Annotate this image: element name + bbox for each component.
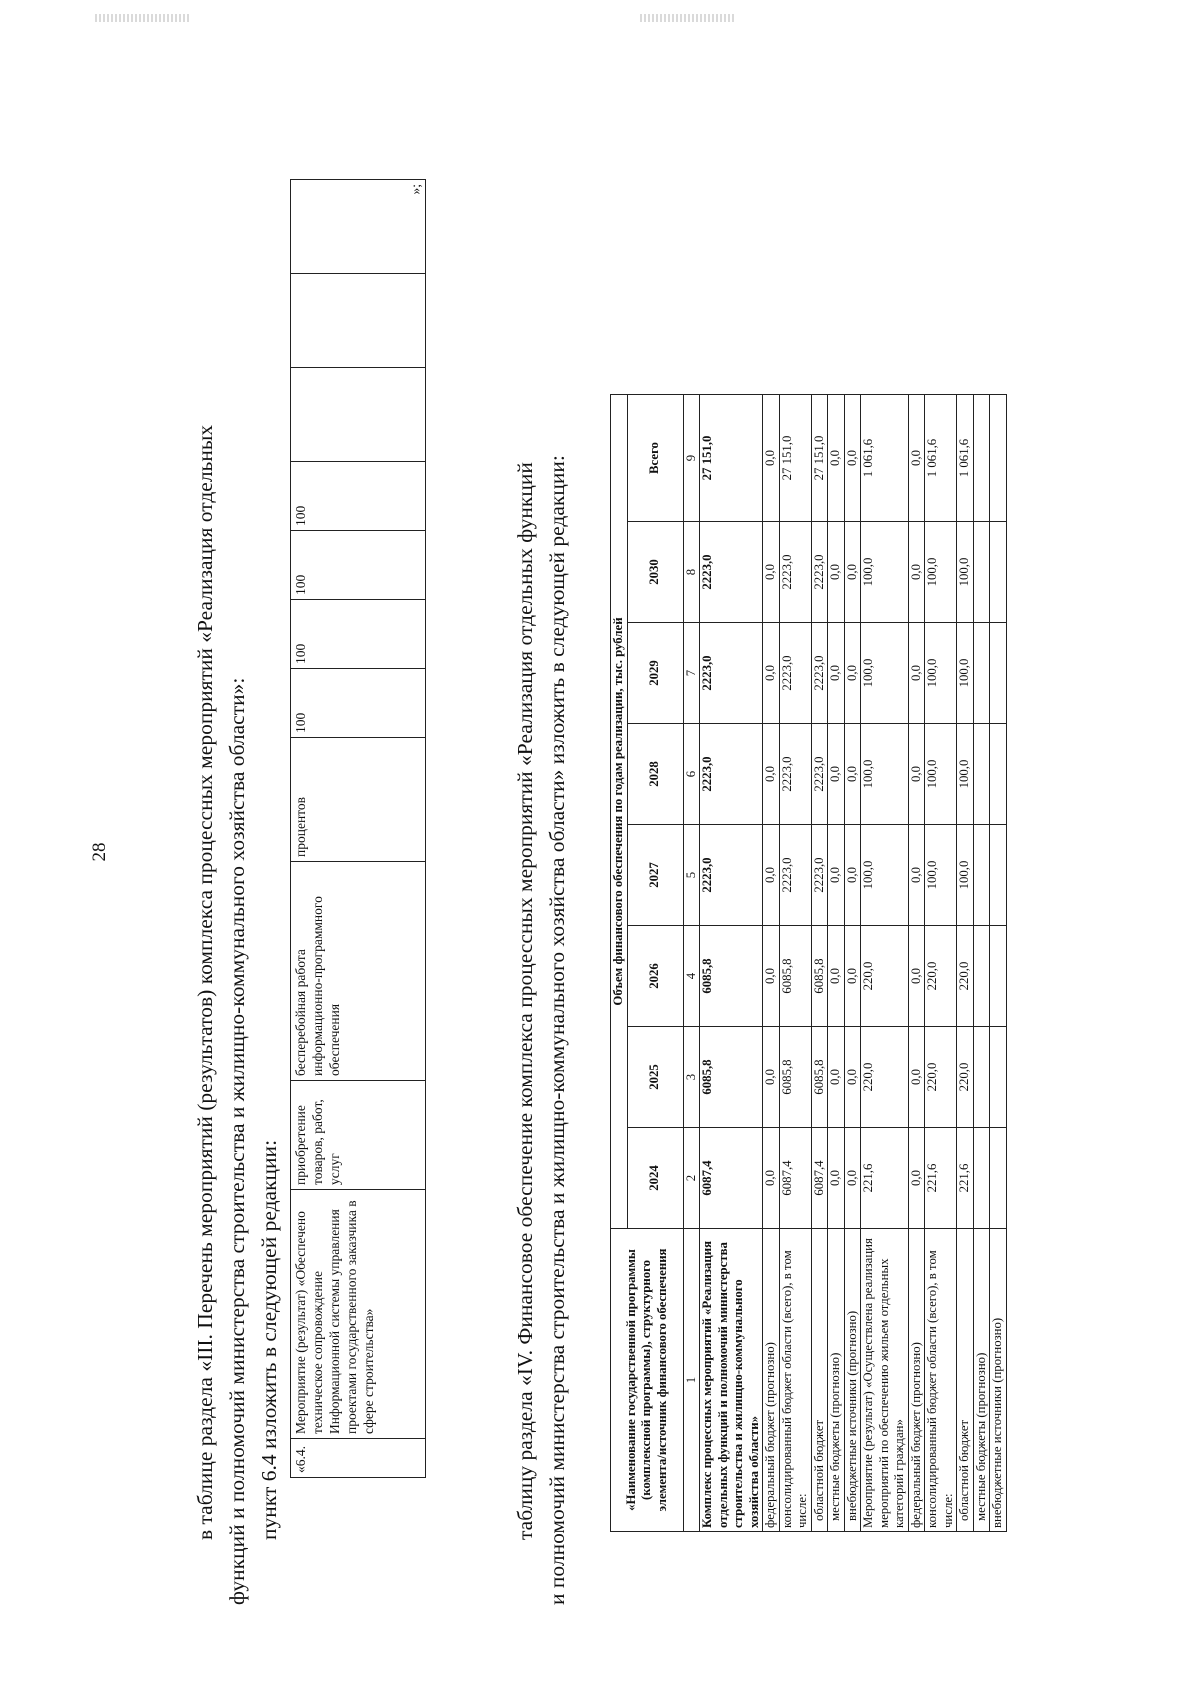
- table-item-6-4: [290, 179, 426, 1478]
- col-number: 4: [683, 926, 700, 1027]
- row-value: 100,0: [957, 522, 974, 623]
- row-value: 100,0: [957, 724, 974, 825]
- table-row: [908, 395, 925, 1532]
- row-value: 0,0: [844, 522, 861, 623]
- row-value: 0,0: [828, 1027, 845, 1128]
- row-value: 221,6: [957, 1128, 974, 1229]
- row-value: 100,0: [925, 825, 957, 926]
- closing-quote: »;: [291, 180, 426, 274]
- row-value: 100,0: [861, 724, 909, 825]
- row-value: 100,0: [925, 623, 957, 724]
- col-number: 3: [683, 1027, 700, 1128]
- row-value: [990, 825, 1007, 926]
- item-characteristic: бесперебойная работа информационно-программного обеспечения: [291, 862, 426, 1081]
- row-value: 220,0: [957, 926, 974, 1027]
- table-header-row: [611, 395, 628, 1532]
- row-value: 0,0: [763, 1027, 780, 1128]
- row-value: 2223,0: [779, 724, 811, 825]
- row-value: [973, 724, 990, 825]
- table-row: [973, 395, 990, 1532]
- row-value: 0,0: [844, 825, 861, 926]
- row-value: 0,0: [908, 926, 925, 1027]
- row-label: Комплекс процессных мероприятий «Реализация отдельных функций и полномочий министерства строительства и жилищно-коммунального хозяйства области»: [700, 1229, 763, 1532]
- row-label: местные бюджеты (прогнозно): [828, 1229, 845, 1532]
- item-type: приобретение товаров, работ, услуг: [291, 1081, 426, 1190]
- table-row: [925, 395, 957, 1532]
- row-value: 1 061,6: [957, 395, 974, 522]
- row-value: 220,0: [925, 1027, 957, 1128]
- row-value: [990, 926, 1007, 1027]
- row-value: 6087,4: [779, 1128, 811, 1229]
- row-value: 0,0: [908, 395, 925, 522]
- row-label: федеральный бюджет (прогнозно): [908, 1229, 925, 1532]
- para2-line2: и полномочий министерства строительства и жилищно-коммунального хозяйства области» изложить в следующей редакции:: [545, 455, 569, 1605]
- table-row: [957, 395, 974, 1532]
- row-value: 6085,8: [700, 1027, 763, 1128]
- row-value: 27 151,0: [811, 395, 828, 522]
- row-label: местные бюджеты (прогнозно): [973, 1229, 990, 1532]
- row-value: 6085,8: [811, 926, 828, 1027]
- row-value: [990, 522, 1007, 623]
- row-value: 100,0: [861, 825, 909, 926]
- row-value: 0,0: [828, 623, 845, 724]
- row-value: 100,0: [957, 623, 974, 724]
- table-row: [861, 395, 909, 1532]
- row-value: [973, 926, 990, 1027]
- row-value: 0,0: [908, 522, 925, 623]
- empty-cell: [291, 274, 426, 368]
- item-value: 100: [291, 600, 426, 669]
- header-year: 2028: [627, 724, 683, 825]
- header-year: 2029: [627, 623, 683, 724]
- col-number: 1: [683, 1229, 700, 1532]
- table-row: [779, 395, 811, 1532]
- row-value: 220,0: [957, 1027, 974, 1128]
- row-label: Мероприятие (результат) «Осуществлена реализация мероприятий по обеспечению жильем отдельных категорий граждан»: [861, 1229, 909, 1532]
- row-value: 220,0: [861, 1027, 909, 1128]
- row-value: 0,0: [828, 1128, 845, 1229]
- row-value: 0,0: [908, 623, 925, 724]
- row-value: 2223,0: [811, 522, 828, 623]
- item-value: 100: [291, 462, 426, 531]
- row-label: внебюджетные источники (прогнозно): [844, 1229, 861, 1532]
- row-value: 2223,0: [779, 825, 811, 926]
- row-value: 0,0: [828, 825, 845, 926]
- table-row: [811, 395, 828, 1532]
- row-value: 27 151,0: [779, 395, 811, 522]
- row-value: [990, 623, 1007, 724]
- row-value: [973, 825, 990, 926]
- row-value: 0,0: [908, 1027, 925, 1128]
- row-value: 1 061,6: [925, 395, 957, 522]
- row-value: 0,0: [828, 724, 845, 825]
- item-number: «6.4.: [291, 1439, 426, 1478]
- row-value: 100,0: [957, 825, 974, 926]
- row-value: 1 061,6: [861, 395, 909, 522]
- row-value: 0,0: [844, 623, 861, 724]
- row-value: 2223,0: [700, 522, 763, 623]
- row-label: областной бюджет: [811, 1229, 828, 1532]
- row-value: 2223,0: [779, 522, 811, 623]
- scan-artifact: [95, 14, 190, 22]
- row-value: 100,0: [861, 623, 909, 724]
- row-value: 6085,8: [811, 1027, 828, 1128]
- row-value: 0,0: [763, 623, 780, 724]
- row-value: 221,6: [861, 1128, 909, 1229]
- row-value: [973, 1027, 990, 1128]
- col-number: 5: [683, 825, 700, 926]
- row-value: 0,0: [828, 395, 845, 522]
- row-value: 0,0: [763, 1128, 780, 1229]
- header-year: 2030: [627, 522, 683, 623]
- row-value: 0,0: [828, 522, 845, 623]
- header-name: «Наименование государственной программы (комплексной программы), структурного элемента/источник финансового обеспечения: [611, 1229, 684, 1532]
- rotated-content: [85, 130, 1125, 1690]
- row-value: 0,0: [908, 825, 925, 926]
- row-value: 0,0: [908, 1128, 925, 1229]
- row-value: 0,0: [844, 395, 861, 522]
- row-value: 220,0: [925, 926, 957, 1027]
- row-value: [973, 522, 990, 623]
- row-value: 2223,0: [700, 623, 763, 724]
- row-label: областной бюджет: [957, 1229, 974, 1532]
- header-year: 2025: [627, 1027, 683, 1128]
- row-value: 2223,0: [700, 825, 763, 926]
- item-value: 100: [291, 531, 426, 600]
- row-label: федеральный бюджет (прогнозно): [763, 1229, 780, 1532]
- row-value: 0,0: [828, 926, 845, 1027]
- row-value: 2223,0: [811, 825, 828, 926]
- row-label: консолидированный бюджет области (всего), в том числе:: [925, 1229, 957, 1532]
- row-value: 221,6: [925, 1128, 957, 1229]
- item-unit: процентов: [291, 738, 426, 862]
- scan-artifact: [640, 14, 735, 22]
- row-label: консолидированный бюджет области (всего), в том числе:: [779, 1229, 811, 1532]
- row-value: 100,0: [925, 724, 957, 825]
- row-value: 0,0: [908, 724, 925, 825]
- row-value: 2223,0: [700, 724, 763, 825]
- row-label: внебюджетные источники (прогнозно): [990, 1229, 1007, 1532]
- row-value: 100,0: [861, 522, 909, 623]
- row-value: 220,0: [861, 926, 909, 1027]
- para1-line1: в таблице раздела «III. Перечень мероприятий (результатов) комплекса процессных мероприятий «Реализация отдельных: [193, 424, 217, 1540]
- col-number: 8: [683, 522, 700, 623]
- col-number: 7: [683, 623, 700, 724]
- row-value: 0,0: [844, 1027, 861, 1128]
- row-value: [990, 395, 1007, 522]
- page-number: 28: [89, 842, 110, 862]
- financing-table-body: [700, 395, 1007, 1532]
- row-value: 0,0: [763, 724, 780, 825]
- table-row: [291, 180, 426, 1478]
- row-value: 0,0: [763, 825, 780, 926]
- col-number: 9: [683, 395, 700, 522]
- empty-cell: [291, 368, 426, 462]
- row-value: 2223,0: [811, 623, 828, 724]
- row-value: 0,0: [763, 522, 780, 623]
- row-value: [973, 1128, 990, 1229]
- header-year: 2026: [627, 926, 683, 1027]
- table-row: [990, 395, 1007, 1532]
- row-value: 6087,4: [700, 1128, 763, 1229]
- header-total: Всего: [627, 395, 683, 522]
- row-value: 6085,8: [700, 926, 763, 1027]
- row-value: 6085,8: [779, 926, 811, 1027]
- para1-line2: функций и полномочий министерства строительства и жилищно-коммунального хозяйства области»:: [225, 677, 249, 1605]
- row-value: [973, 623, 990, 724]
- row-value: 6087,4: [811, 1128, 828, 1229]
- table-row: [700, 395, 763, 1532]
- header-group: Объем финансового обеспечения по годам реализации, тыс. рублей: [611, 395, 628, 1229]
- para2-line1: таблицу раздела «IV. Финансовое обеспечение комплекса процессных мероприятий «Реализация отдельных функций: [513, 462, 537, 1540]
- row-value: 0,0: [844, 724, 861, 825]
- column-number-row: [683, 395, 700, 1532]
- row-value: 2223,0: [779, 623, 811, 724]
- header-year: 2024: [627, 1128, 683, 1229]
- row-value: 100,0: [925, 522, 957, 623]
- row-value: 27 151,0: [700, 395, 763, 522]
- financing-table: [610, 394, 1007, 1532]
- row-value: [990, 1027, 1007, 1128]
- col-number: 2: [683, 1128, 700, 1229]
- row-value: [990, 724, 1007, 825]
- table-row: [844, 395, 861, 1532]
- row-value: 6085,8: [779, 1027, 811, 1128]
- item-name: Мероприятие (результат) «Обеспечено техническое сопровождение Информационной системы управления проектами государственного заказчика в сфере строительства»: [291, 1190, 426, 1439]
- row-value: [990, 1128, 1007, 1229]
- item-value: 100: [291, 669, 426, 738]
- row-value: 0,0: [763, 926, 780, 1027]
- row-value: 0,0: [844, 1128, 861, 1229]
- table-row: [763, 395, 780, 1532]
- row-value: 0,0: [844, 926, 861, 1027]
- row-value: 0,0: [763, 395, 780, 522]
- row-value: 2223,0: [811, 724, 828, 825]
- para1-line3: пункт 6.4 изложить в следующей редакции:: [257, 1139, 281, 1540]
- header-year: 2027: [627, 825, 683, 926]
- col-number: 6: [683, 724, 700, 825]
- table-row: [828, 395, 845, 1532]
- row-value: [973, 395, 990, 522]
